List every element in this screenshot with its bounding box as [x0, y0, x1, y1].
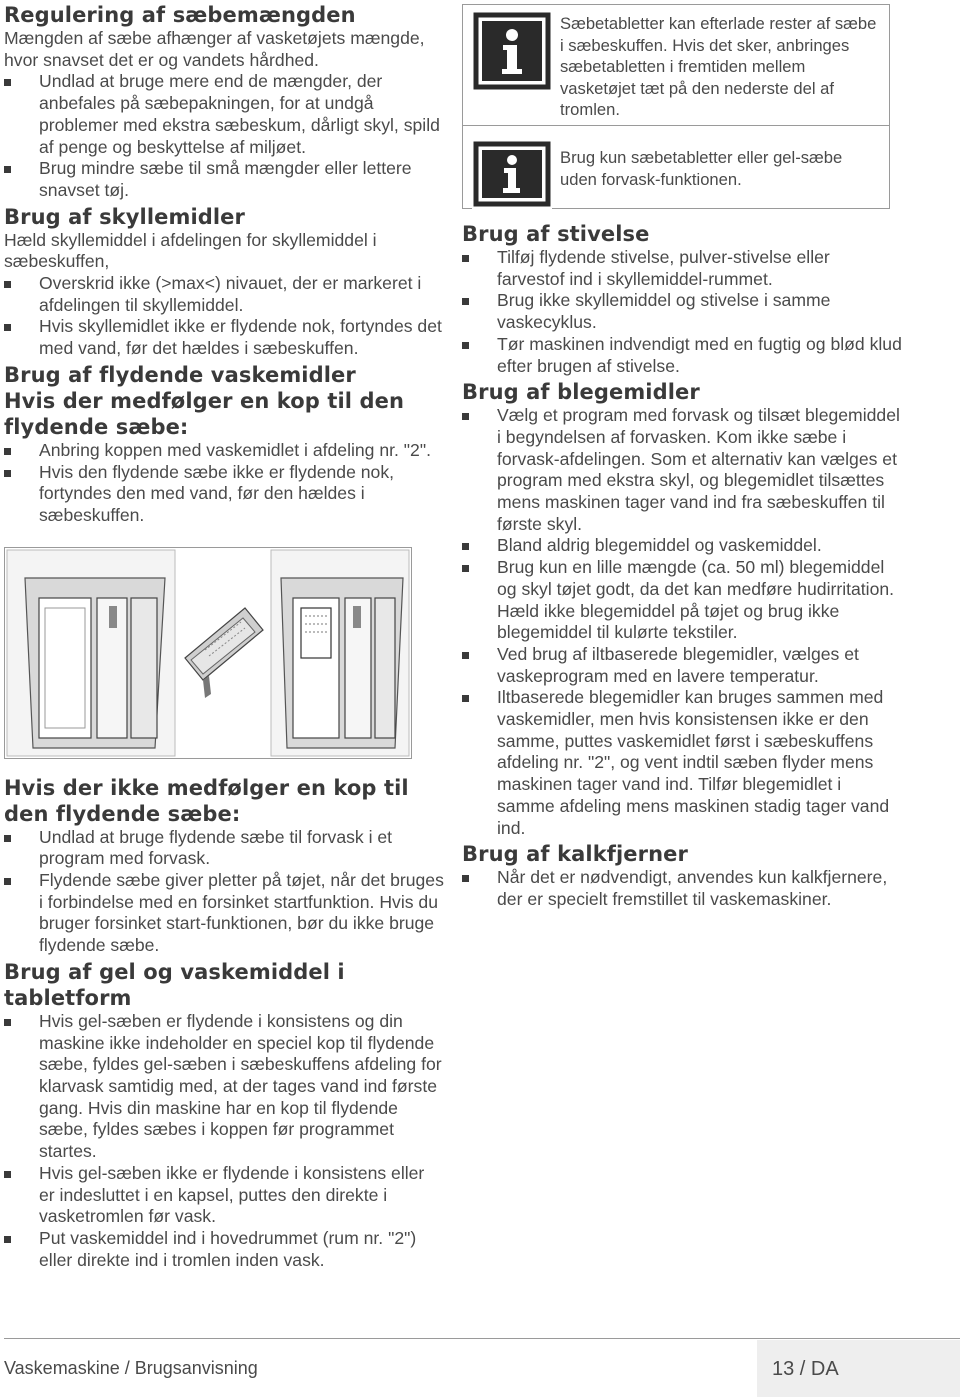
softener-list	[4, 273, 444, 360]
starch-list	[462, 247, 902, 377]
heading-without-cup: Hvis der ikke medfølger en kop til den flydende sæbe:	[4, 775, 409, 826]
footer-title: Vaskemaskine / Brugsanvisning	[4, 1358, 258, 1378]
detergent-drawer-illustration	[4, 547, 412, 759]
info-box	[462, 4, 890, 209]
list-item: Hvis den flydende sæbe ikke er flydende nok, fortyndes den med vand, før den hældes i sæbeskuffen.	[4, 462, 444, 527]
subheading-with-cup: Hvis der medfølger en kop til den flydende sæbe:	[4, 388, 405, 439]
info-note-tablets	[463, 5, 889, 126]
list-item: Flydende sæbe giver pletter på tøjet, når det bruges i forbindelse med en forsinket startfunktion. Hvis du bruger forsinket start-funktionen, bør du ikke bruge flydende sæbe.	[4, 870, 444, 957]
list-item: Brug ikke skyllemiddel og stivelse i samme vaskecyklus.	[462, 290, 902, 333]
info-note-prewash	[463, 126, 889, 208]
list-item: Hvis gel-sæben ikke er flydende i konsistens eller er indesluttet i en kapsel, puttes den direkte i vasketromlen før vask.	[4, 1163, 444, 1228]
list-item: Overskrid ikke (>max<) nivauet, der er markeret i afdelingen til skyllemiddel.	[4, 273, 444, 316]
list-item: Bland aldrig blegemiddel og vaskemiddel.	[462, 535, 902, 557]
list-item: Brug mindre sæbe til små mængder eller lettere snavset tøj.	[4, 158, 444, 201]
gel-tablet-list	[4, 1011, 444, 1271]
left-column	[4, 2, 444, 1271]
soap-amount-intro: Mængden af sæbe afhænger af vasketøjets mængde, hvor snavset det er og vandets hårdhed.	[4, 28, 425, 70]
heading-softener: Brug af skyllemidler	[4, 204, 245, 229]
heading-starch: Brug af stivelse	[462, 222, 650, 246]
list-item: Iltbaserede blegemidler kan bruges sammen med vaskemidler, men hvis konsistensen ikke er den samme, puttes vaskemidlet først i sæbeskuffens afdeling nr. "2", og vent indtil sæben flyder mens maskinen tager vand ind. Tilfør blegemidlet i samme afdeling mens maskinen stadig tager vand ind.	[462, 687, 902, 839]
page-number: 13 / DA	[772, 1358, 839, 1380]
heading-liquid-detergent: Brug af flydende vaskemidler	[4, 362, 356, 387]
list-item: Ved brug af iltbaserede blegemidler, vælges et vaskeprogram med en lavere temperatur.	[462, 644, 902, 687]
heading-bleach: Brug af blegemidler	[462, 380, 700, 405]
without-cup-list	[4, 827, 444, 957]
list-item: Anbring koppen med vaskemidlet i afdeling nr. "2".	[4, 440, 444, 462]
bleach-list	[462, 405, 902, 839]
list-item: Vælg et program med forvask og tilsæt blegemiddel i begyndelsen af forvasken. Kom ikke sæbe i forvask-afdelingen. Som et alternativ kan vælges et program med ekstra skyl, og blegemidlet tilsættes mens maskinen tager vand ind fra sæbeskuffen til første skyl.	[462, 405, 902, 535]
heading-descaler: Brug af kalkfjerner	[462, 842, 688, 867]
list-item: Hvis skyllemidlet ikke er flydende nok, fortyndes det med vand, før det hældes i sæbeskuffen.	[4, 316, 444, 359]
list-item: Put vaskemiddel ind i hovedrummet (rum nr. "2") eller direkte ind i tromlen inden vask.	[4, 1228, 444, 1271]
footer-divider	[4, 1338, 960, 1339]
heading-soap-amount: Regulering af sæbemængden	[4, 3, 356, 27]
drawer-drawing	[5, 548, 411, 758]
info-icon	[472, 140, 552, 220]
list-item: Undlad at bruge mere end de mængder, der anbefales på sæbepakningen, for at undgå problemer med ekstra sæbeskum, dårligt skyl, spild af penge og beskyttelse af miljøet.	[4, 71, 444, 158]
info-note-text: Sæbetabletter kan efterlade rester af sæbe i sæbeskuffen. Hvis det sker, anbringes sæbetabletten i fremtiden mellem vasketøjet tæt på den nederste del af tromlen.	[560, 14, 877, 120]
descaler-list	[462, 867, 902, 910]
right-column	[462, 221, 902, 911]
list-item: Hvis gel-sæben er flydende i konsistens og din maskine ikke indeholder en speciel kop til flydende sæbe, fyldes gel-sæben i sæbeskuffens afdeling for klarvask samtidig med, at der tages vand ind første gang. Hvis din maskine har en kop til flydende sæbe, fyldes sæbes i koppen før programmet startes.	[4, 1011, 444, 1163]
list-item: Når det er nødvendigt, anvendes kun kalkfjernere, der er specielt fremstillet til vaskemaskiner.	[462, 867, 902, 910]
softener-intro: Hæld skyllemiddel i afdelingen for skyllemiddel i sæbeskuffen,	[4, 229, 377, 272]
liquid-cup	[177, 550, 269, 756]
soap-amount-list	[4, 71, 444, 201]
with-cup-list	[4, 440, 444, 527]
drawer-left	[7, 550, 175, 756]
list-item: Undlad at bruge flydende sæbe til forvask i et program med forvask.	[4, 827, 444, 870]
list-item: Brug kun en lille mængde (ca. 50 ml) blegemiddel og skyl tøjet godt, da det kan medføre hudirritation. Hæld ikke blegemiddel på tøjet og brug ikke blegemiddel til kulørte tekstiler.	[462, 557, 902, 644]
list-item: Tilføj flydende stivelse, pulver-stivelse eller farvestof ind i skyllemiddel-rummet.	[462, 247, 902, 290]
list-item: Tør maskinen indvendigt med en fugtig og blød klud efter brugen af stivelse.	[462, 334, 902, 377]
info-icon	[472, 11, 552, 91]
drawer-right	[271, 550, 409, 756]
heading-gel-tablet: Brug af gel og vaskemiddel i tabletform	[4, 959, 345, 1010]
info-note-text: Brug kun sæbetabletter eller gel-sæbe uden forvask-funktionen.	[560, 148, 843, 189]
